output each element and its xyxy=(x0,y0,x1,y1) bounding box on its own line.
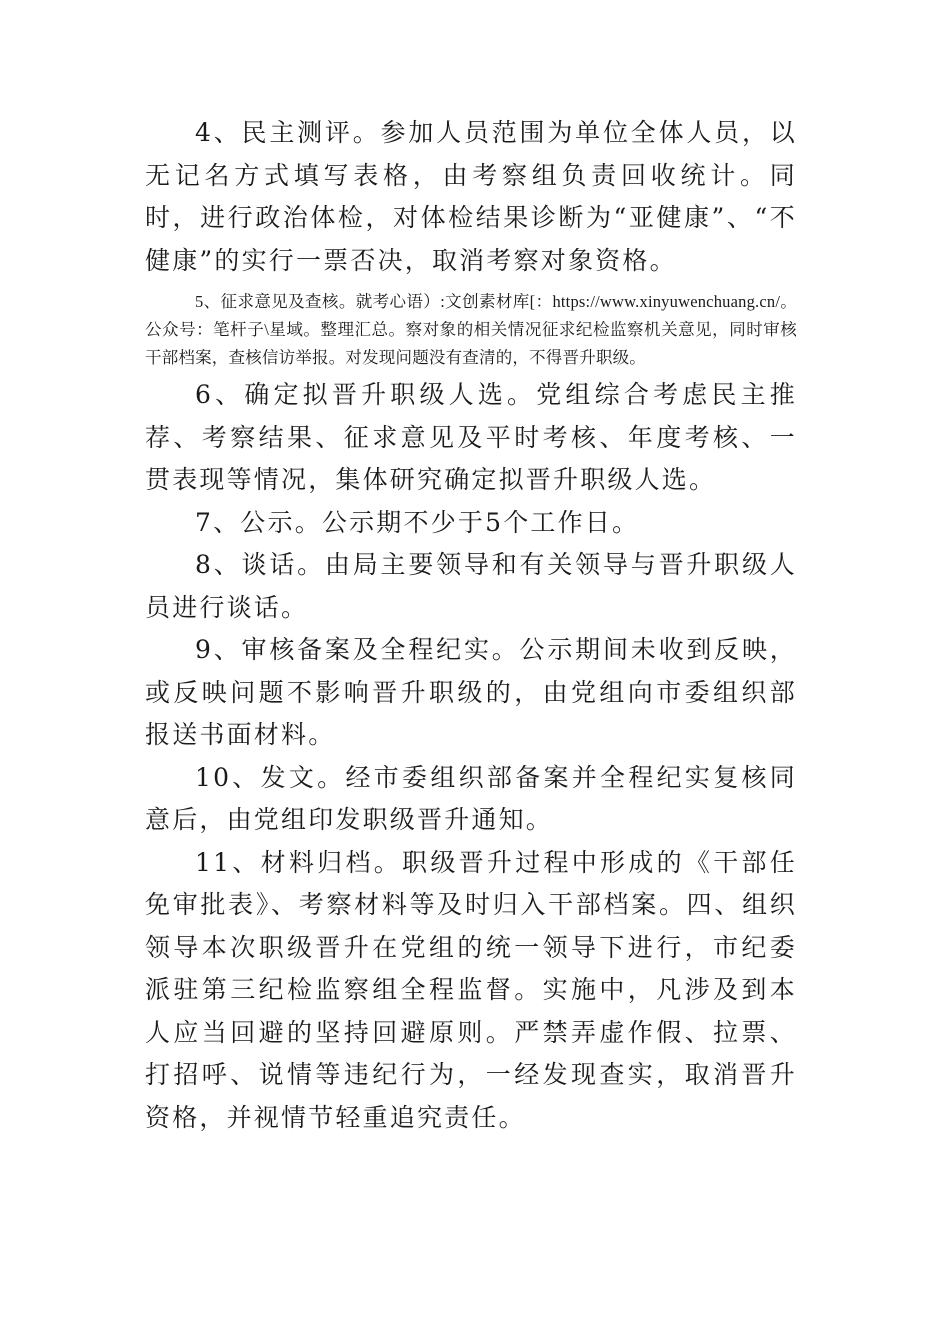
paragraph-item-4: 4、民主测评。参加人员范围为单位全体人员，以无记名方式填写表格，由考察组负责回收统计。同时，进行政治体检，对体检结果诊断为“亚健康”、“不健康”的实行一票否决，取消考察对象资格。 xyxy=(145,118,797,275)
paragraph-item-9: 9、审核备案及全程纪实。公示期间未收到反映，或反映问题不影响晋升职级的，由党组向市委组织部报送书面材料。 xyxy=(145,635,797,749)
paragraph-item-10: 10、发文。经市委组织部备案并全程纪实复核同意后，由党组印发职级晋升通知。 xyxy=(145,762,797,834)
paragraph-item-5: 5、征求意见及查核。就考心语）:文创素材库[：https://www.xinyuwenchuang.cn/。公众号：笔杆子\星域。整理汇总。察对象的相关情况征求纪检监察机关意见，同时审核干部档案，查核信访举报。对发现问题没有查清的，不得晋升职级。 xyxy=(145,292,797,367)
paragraph-item-11: 11、材料归档。职级晋升过程中形成的《干部任免审批表》、考察材料等及时归入干部档案。四、组织领导本次职级晋升在党组的统一领导下进行，市纪委派驻第三纪检监察组全程监督。实施中，凡涉及到本人应当回避的坚持回避原则。严禁弄虚作假、拉票、打招呼、说情等违纪行为，一经发现查实，取消晋升资格，并视情节轻重追究责任。 xyxy=(145,847,797,1132)
paragraph-item-7: 7、公示。公示期不少于5个工作日。 xyxy=(195,507,640,537)
document-body xyxy=(145,112,797,1139)
paragraph-item-8: 8、谈话。由局主要领导和有关领导与晋升职级人员进行谈话。 xyxy=(145,550,797,622)
paragraph-item-6: 6、确定拟晋升职级人选。党组综合考虑民主推荐、考察结果、征求意见及平时考核、年度考核、一贯表现等情况，集体研究确定拟晋升职级人选。 xyxy=(145,380,797,494)
